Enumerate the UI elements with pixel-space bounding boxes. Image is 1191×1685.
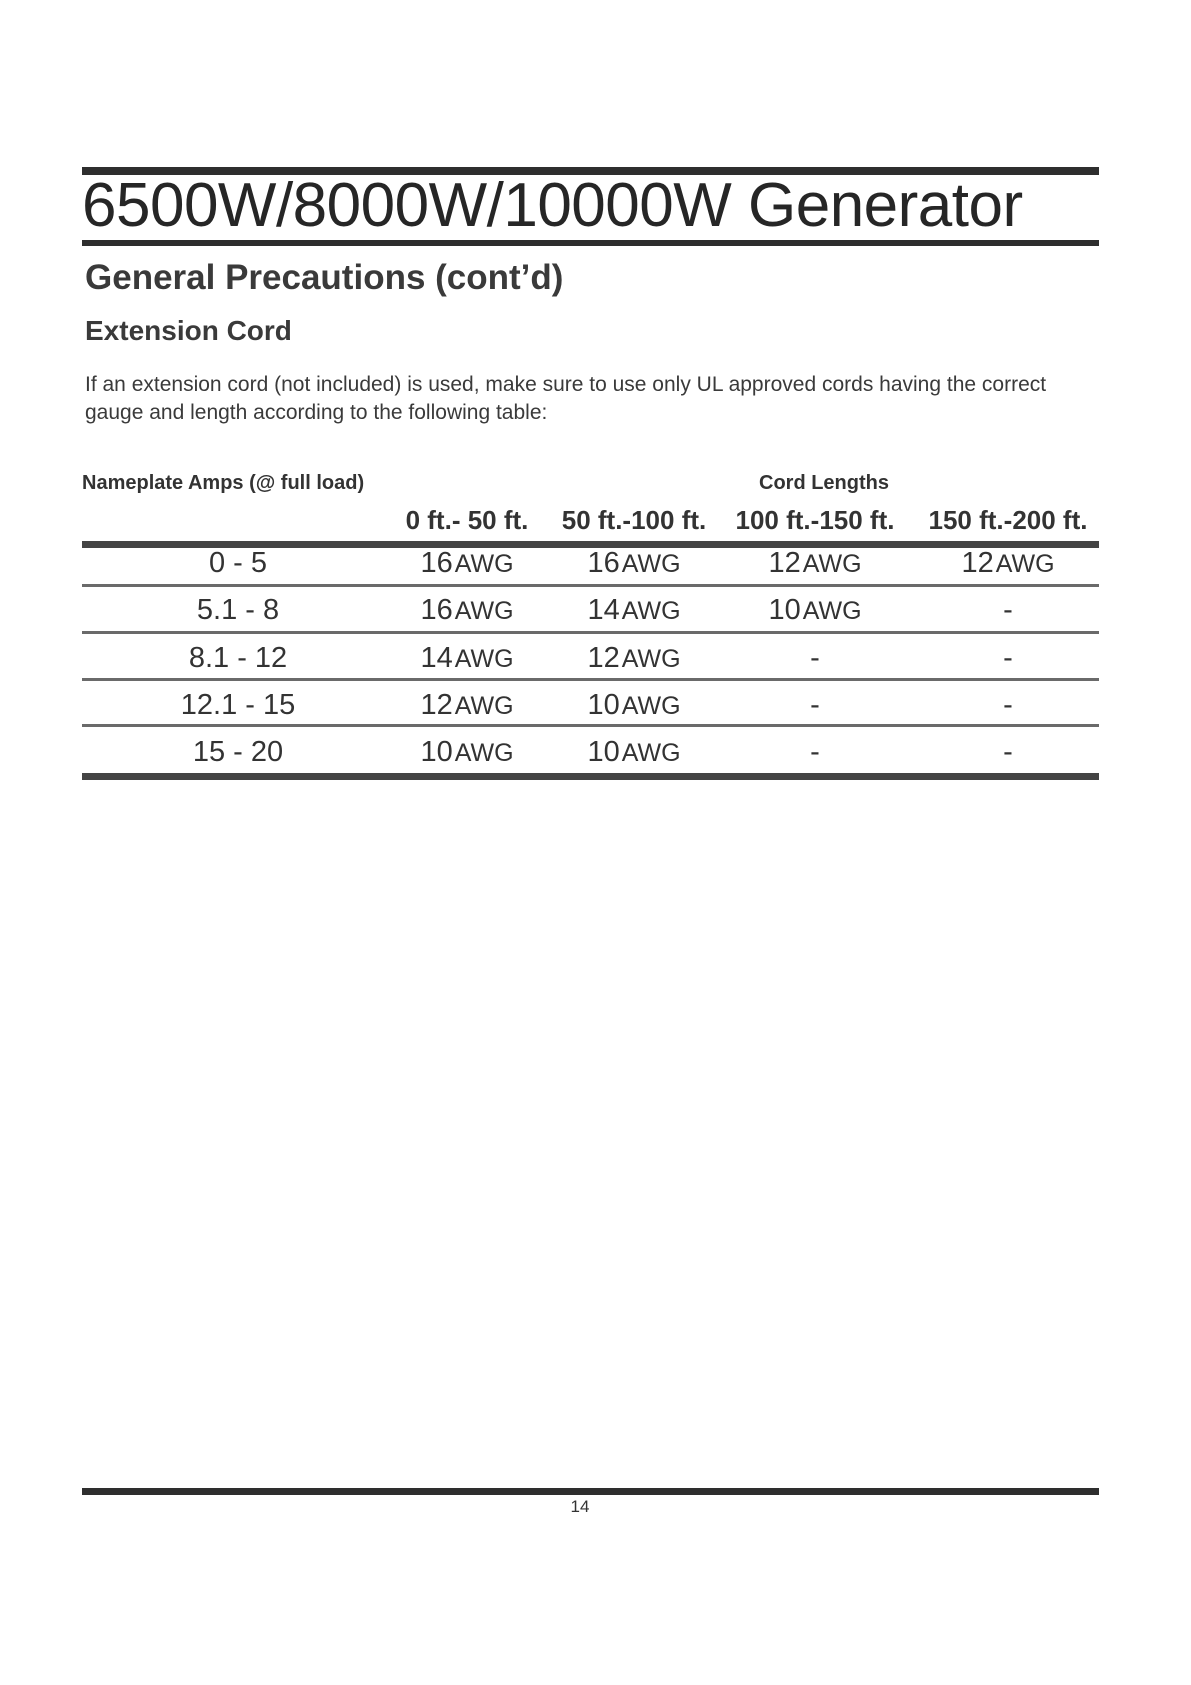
sub-heading: Extension Cord bbox=[85, 315, 292, 346]
footer-rule bbox=[82, 1488, 1099, 1495]
gauge-cell bbox=[377, 594, 557, 627]
document-title: 6500W/8000W/10000W Generator bbox=[82, 171, 1023, 240]
amps-cell: 0 - 5 bbox=[208, 547, 268, 579]
gauge-unit: AWG bbox=[621, 550, 681, 578]
gauge-value: 16 bbox=[420, 547, 453, 579]
gauge-unit: AWG bbox=[802, 597, 862, 625]
gauge-value: 12 bbox=[961, 547, 994, 579]
gauge-value: - bbox=[1003, 594, 1013, 626]
amps-cell: 15 - 20 bbox=[192, 736, 284, 768]
table-rule bbox=[82, 631, 1099, 634]
gauge-cell bbox=[544, 547, 724, 580]
gauge-value: - bbox=[810, 642, 820, 674]
gauge-value: 16 bbox=[587, 547, 620, 579]
amps-column-heading: Nameplate Amps (@ full load) bbox=[82, 472, 365, 494]
gauge-unit: AWG bbox=[621, 597, 681, 625]
table-rule bbox=[82, 724, 1099, 727]
gauge-cell bbox=[918, 689, 1098, 722]
gauge-cell bbox=[918, 642, 1098, 675]
column-header-4: 150 ft.-200 ft. bbox=[928, 505, 1088, 535]
gauge-cell bbox=[725, 547, 905, 580]
gauge-cell bbox=[377, 689, 557, 722]
table-rule bbox=[82, 678, 1099, 681]
gauge-cell bbox=[544, 642, 724, 675]
gauge-cell bbox=[725, 689, 905, 722]
page-number: 14 bbox=[570, 1497, 590, 1516]
gauge-value: - bbox=[810, 689, 820, 721]
gauge-value: - bbox=[810, 736, 820, 768]
gauge-value: 12 bbox=[587, 642, 620, 674]
gauge-value: 12 bbox=[768, 547, 801, 579]
gauge-unit: AWG bbox=[454, 645, 514, 673]
gauge-cell bbox=[918, 594, 1098, 627]
gauge-cell bbox=[377, 547, 557, 580]
column-header-3: 100 ft.-150 ft. bbox=[735, 505, 895, 535]
gauge-value: 14 bbox=[587, 594, 620, 626]
table-rule bbox=[82, 773, 1099, 780]
gauge-cell bbox=[544, 594, 724, 627]
gauge-cell bbox=[918, 736, 1098, 769]
gauge-unit: AWG bbox=[621, 739, 681, 767]
gauge-unit: AWG bbox=[454, 597, 514, 625]
gauge-unit: AWG bbox=[454, 550, 514, 578]
gauge-cell bbox=[918, 547, 1098, 580]
intro-paragraph: If an extension cord (not included) is used, make sure to use only UL approved cords having the correct gauge and length according to the following table: bbox=[85, 373, 1047, 424]
gauge-value: 10 bbox=[587, 689, 620, 721]
gauge-value: 10 bbox=[768, 594, 801, 626]
gauge-value: - bbox=[1003, 642, 1013, 674]
gauge-unit: AWG bbox=[621, 692, 681, 720]
gauge-value: 16 bbox=[420, 594, 453, 626]
title-rule bbox=[82, 240, 1099, 246]
gauge-cell bbox=[377, 642, 557, 675]
gauge-value: 10 bbox=[587, 736, 620, 768]
gauge-unit: AWG bbox=[621, 645, 681, 673]
gauge-value: 14 bbox=[420, 642, 453, 674]
amps-cell: 5.1 - 8 bbox=[196, 594, 280, 626]
section-heading: General Precautions (cont’d) bbox=[85, 258, 564, 297]
table-rule bbox=[82, 584, 1099, 587]
gauge-cell bbox=[725, 736, 905, 769]
gauge-unit: AWG bbox=[995, 550, 1055, 578]
gauge-unit: AWG bbox=[454, 739, 514, 767]
amps-cell: 8.1 - 12 bbox=[188, 642, 288, 674]
gauge-value: - bbox=[1003, 689, 1013, 721]
gauge-cell bbox=[544, 689, 724, 722]
gauge-cell bbox=[725, 594, 905, 627]
gauge-unit: AWG bbox=[802, 550, 862, 578]
amps-cell: 12.1 - 15 bbox=[180, 689, 296, 721]
gauge-cell bbox=[377, 736, 557, 769]
gauge-value: - bbox=[1003, 736, 1013, 768]
cord-lengths-heading: Cord Lengths bbox=[759, 472, 889, 494]
column-header-1: 0 ft.- 50 ft. bbox=[405, 505, 529, 535]
gauge-value: 10 bbox=[420, 736, 453, 768]
gauge-unit: AWG bbox=[454, 692, 514, 720]
gauge-cell bbox=[544, 736, 724, 769]
gauge-value: 12 bbox=[420, 689, 453, 721]
gauge-cell bbox=[725, 642, 905, 675]
column-header-2: 50 ft.-100 ft. bbox=[561, 505, 707, 535]
